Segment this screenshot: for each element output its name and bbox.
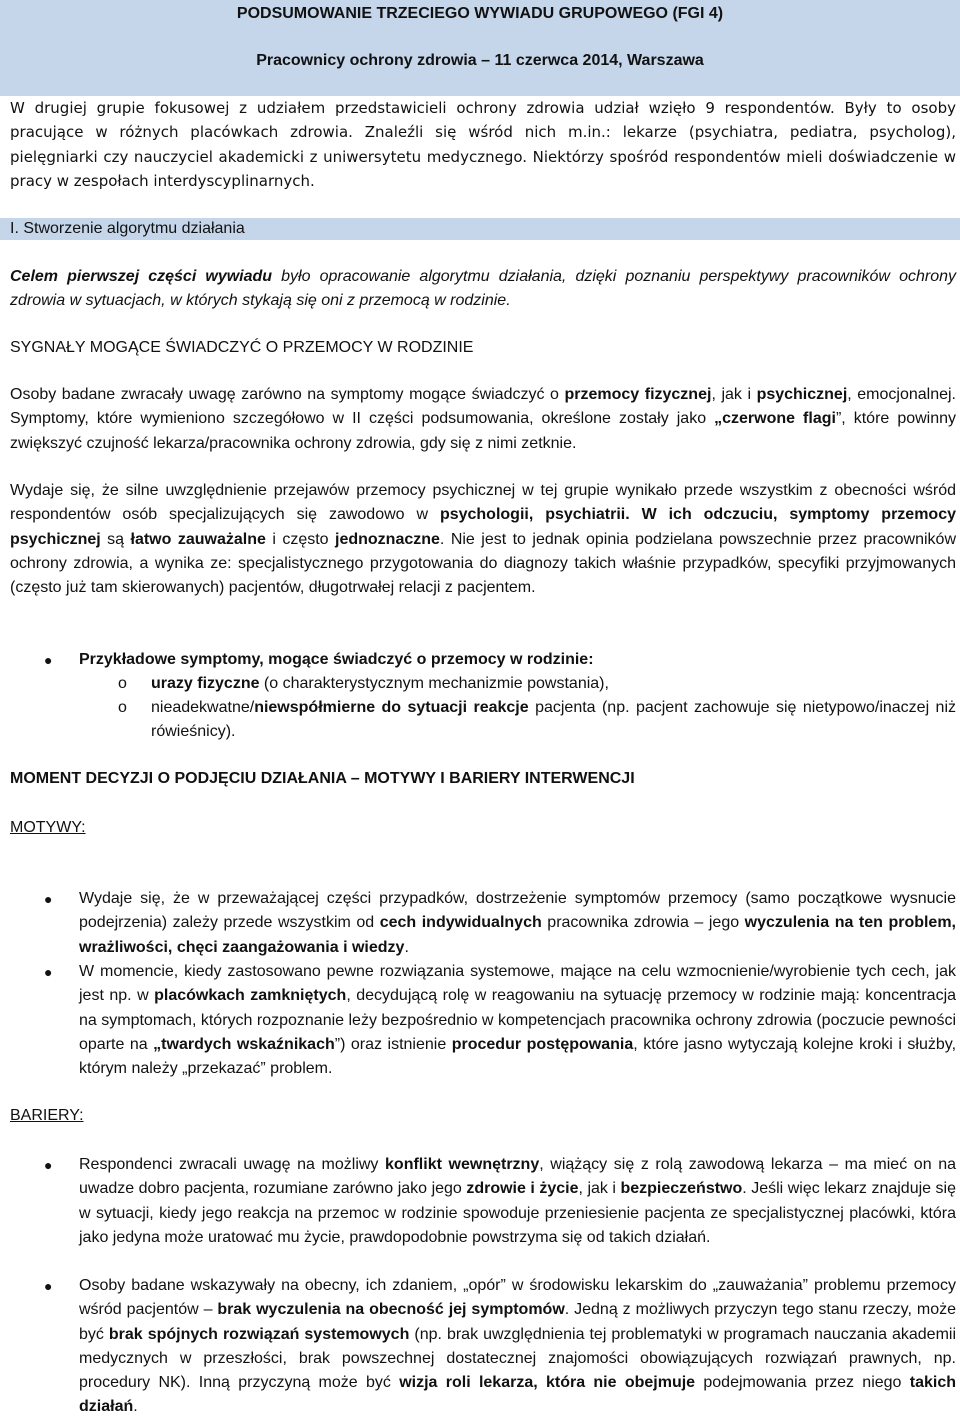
- signals-heading: SYGNAŁY MOGĄCE ŚWIADCZYĆ O PRZEMOCY W RODZINIE: [10, 339, 474, 356]
- example-item-1: urazy fizyczne (o charakterystycznym mechanizmie powstania),: [151, 675, 609, 692]
- bullet-icon: ●: [44, 652, 53, 668]
- bullet-icon: ●: [44, 1278, 53, 1294]
- document-subtitle: Pracownicy ochrony zdrowia – 11 czerwca 2014, Warszawa: [256, 52, 704, 69]
- motive-item-2: W momencie, kiedy zastosowano pewne rozwiązania systemowe, mające na celu wzmocnienie/wyrobienie tych cech, jak jest np. w placówkach zamkniętych, decydującą rolę w reagowaniu na sytuację przemocy w rodzinie mają: koncentracja na symptomach, których rozpoznanie leży bezpośrednio w kompetencjach pracownika ochrony zdrowia (poczucie pewności oparte na „twardych wskaźnikach”) oraz istnienie procedur postępowania, które jasno wytyczają kolejne kroki i służby, którym należy „przekazać” problem.: [79, 963, 957, 1078]
- barrier-item-1: Respondenci zwracali uwagę na możliwy konflikt wewnętrzny, wiążący się z rolą zawodową lekarza – ma mieć on na uwadze dobro pacjenta, rozumiane zarówno jako jego zdrowie i życie, jak i bezpieczeństwo. Jeśli więc lekarz znajduje się w sytuacji, kiedy jego reakcja na przemoc w rodzinie spowoduje przeniesienie pacjenta ze specjalistycznej placówki, która jako jedyna może uratować mu życie, prawdopodobnie powstrzyma się od takich działań.: [79, 1156, 957, 1246]
- decision-heading: MOMENT DECYZJI O PODJĘCIU DZIAŁANIA – MOTYWY I BARIERY INTERWENCJI: [10, 770, 635, 787]
- motive-item-1: Wydaje się, że w przeważającej części przypadków, dostrzeżenie symptomów przemocy (samo początkowe wysnucie podejrzenia) zależy przede wszystkim od cech indywidualnych pracownika zdrowia – jego wyczulenia na ten problem, wrażliwości, chęci zaangażowania i wiedzy.: [79, 890, 957, 956]
- signals-paragraph-2: Wydaje się, że silne uwzględnienie przejawów przemocy psychicznej w tej grupie wynikało przede wszystkim z obecności wśród respondentów osób specjalizujących się zawodowo w psychologii, psychiatrii. W ich odczuciu, symptomy przemocy psychicznej są łatwo zauważalne i często jednoznaczne. Nie jest to jednak opinia podzielana powszechnie przez pracowników ochrony zdrowia, a wynika ze: specjalistycznego przygotowania do diagnozy takich właśnie przypadków, specyfiki przyjmowanych (często już tam skierowanych) pacjentów, długotrwałej relacji z pacjentem.: [10, 482, 956, 597]
- aim-paragraph: Celem pierwszej części wywiadu było opracowanie algorytmu działania, dzięki poznaniu perspektywy pracowników ochrony zdrowia w sytuacjach, w których stykają się oni z przemocą w rodzinie.: [10, 268, 957, 310]
- circle-bullet-icon: o: [118, 675, 127, 692]
- document-title: PODSUMOWANIE TRZECIEGO WYWIADU GRUPOWEGO (FGI 4): [236, 5, 724, 22]
- section-title: I. Stworzenie algorytmu działania: [10, 220, 245, 237]
- circle-bullet-icon: o: [118, 699, 127, 716]
- examples-label: Przykładowe symptomy, mogące świadczyć o przemocy w rodzinie:: [79, 651, 594, 668]
- barrier-item-2: Osoby badane wskazywały na obecny, ich zdaniem, „opór” w środowisku lekarskim do „zauważania” problemu przemocy wśród pacjentów – brak wyczulenia na obecność jej symptomów. Jedną z możliwych przyczyn tego stanu rzeczy, może być brak spójnych rozwiązań systemowych (np. brak uwzględnienia tej problematyki w programach nauczania akademii medycznych w przeszłości, brak powszechnej dostatecznej znajomości obowiązujących rozwiązań prawnych, np. procedury NK). Inną przyczyną może być wizja roli lekarza, która nie obejmuje podejmowania przez niego takich działań.: [79, 1277, 957, 1416]
- bullet-icon: ●: [44, 1157, 53, 1173]
- barriers-label: BARIERY:: [10, 1107, 84, 1124]
- signals-paragraph-1: Osoby badane zwracały uwagę zarówno na symptomy mogące świadczyć o przemocy fizycznej, jak i psychicznej, emocjonalnej. Symptomy, które wymieniono szczegółowo w II części podsumowania, określone zostały jako „czerwone flagi”, które powinny zwiększyć czujność lekarza/pracownika ochrony zdrowia, gdy się z nimi zetknie.: [10, 386, 957, 452]
- motives-label: MOTYWY:: [10, 819, 86, 836]
- example-item-2: nieadekwatne/niewspółmierne do sytuacji reakcje pacjenta (np. pacjent zachowuje się nietypowo/inaczej niż rówieśnicy).: [151, 699, 957, 740]
- bullet-icon: ●: [44, 891, 53, 907]
- intro-paragraph: W drugiej grupie fokusowej z udziałem przedstawicieli ochrony zdrowia udział wzięło 9 respondentów. Były to osoby pracujące w różnych placówkach zdrowia. Znaleźli się wśród nich m.in.: lekarze (psychiatra, pediatra, psycholog), pielęgniarki czy nauczyciel akademicki z uniwersytetu medycznego. Niektórzy spośród respondentów mieli doświadczenie w pracy w zespołach interdyscyplinarnych.: [10, 99, 956, 190]
- bullet-icon: ●: [44, 964, 53, 980]
